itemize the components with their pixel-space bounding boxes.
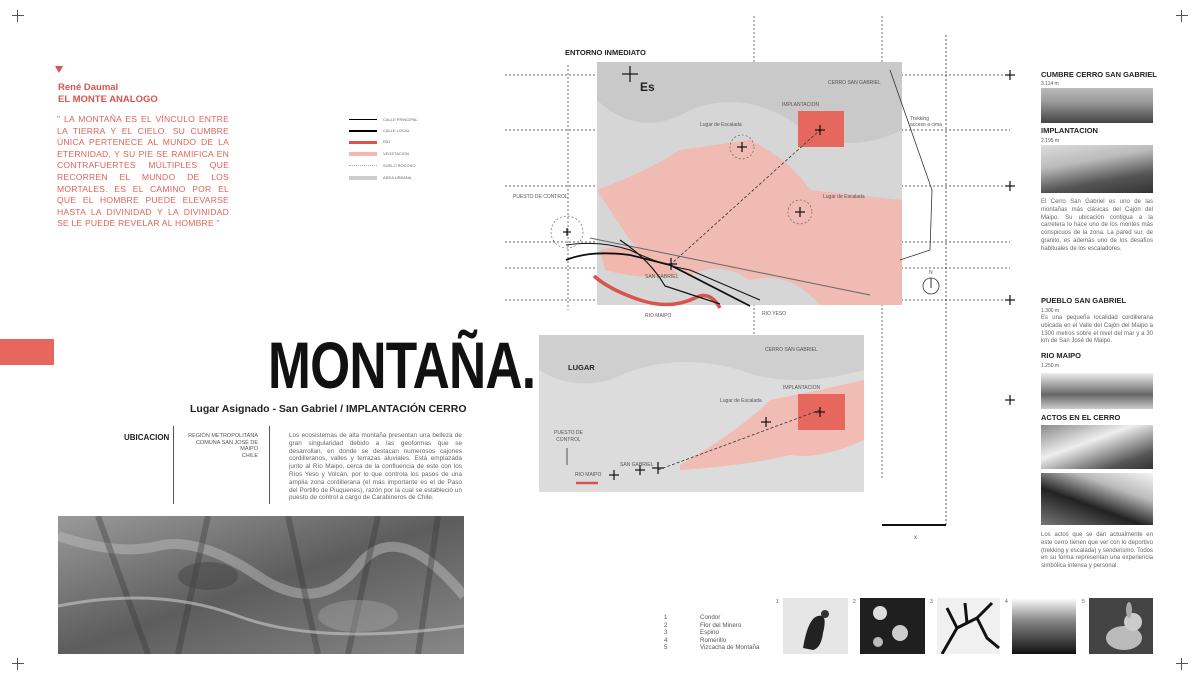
fauna-name: Espino <box>700 629 719 637</box>
legend-label: SUELO ROCOSO <box>383 163 416 168</box>
photo-number: 5 <box>1082 599 1085 605</box>
ubicacion-label: UBICACION <box>124 433 170 442</box>
north-label: N <box>929 270 933 276</box>
map1-puesto: PUESTO DE CONTROL <box>513 194 568 200</box>
actos-title: ACTOS EN EL CERRO <box>1041 413 1121 422</box>
fauna-number: 2 <box>664 621 668 629</box>
fauna-name: Romerillo <box>700 636 727 644</box>
map2-escalada: Lugar de Escalada <box>720 398 762 404</box>
es-label: Es <box>640 80 655 94</box>
fauna-name: Vizcacha de Montaña <box>700 644 760 652</box>
region-info <box>178 433 258 459</box>
trekking-line: acceso a cima <box>910 122 942 128</box>
implantacion-title: IMPLANTACION <box>1041 126 1098 135</box>
cumbre-alt: 3.114 m <box>1041 81 1059 87</box>
condor-photo <box>783 598 848 654</box>
fauna-names <box>700 614 759 652</box>
crop-mark <box>1176 10 1188 22</box>
cumbre-title: CUMBRE CERRO SAN GABRIEL <box>1041 70 1157 79</box>
implantacion-alt: 2.195 m <box>1041 138 1060 144</box>
fauna-number: 3 <box>664 629 668 637</box>
maipo-photo <box>1041 373 1153 409</box>
axis-x-label: x <box>914 535 917 541</box>
maipo-title: RIO MAIPO <box>1041 351 1082 360</box>
photo-number: 3 <box>930 599 933 605</box>
vizcacha-photo <box>1089 598 1153 654</box>
pueblo-alt: 1.300 m <box>1041 308 1060 314</box>
cumbre-photo <box>1041 88 1153 123</box>
romerillo-photo <box>1012 598 1076 654</box>
region-line: COMUNA SAN JOSÉ DE MAIPO <box>195 439 258 453</box>
actos-photo-1 <box>1041 425 1153 469</box>
photo-number: 1 <box>776 599 779 605</box>
region-line: CHILE <box>241 452 258 459</box>
page-title: MONTAÑA. <box>268 328 536 402</box>
map1-maipo: RIO MAIPO <box>645 313 672 319</box>
divider <box>269 426 270 504</box>
ubicacion-description: Los ecosistemas de alta montaña presentan una belleza de gran singularidad debido a las geoformas que se desarrollan, en donde se destacan numerosos cajones cordilleranos, valles y terrazas aluviales. Está emplazada junto al Río Maipo, cerca de la confluencia de este con los Ríos Yeso y Volcán, por lo que controla los pasos de una amplia zona cordillerana (el más importante es el de Paso del Portillo de Piuquenes), razón por la cual se estableció un puesto de control a cargo de Carabineros de Chile. <box>289 432 462 502</box>
puesto-line: CONTROL <box>556 437 581 443</box>
implantacion-photo <box>1041 145 1153 193</box>
fauna-number: 5 <box>664 644 668 652</box>
map2-implantacion: IMPLANTACION <box>783 385 821 391</box>
map2-sangabriel: SAN GABRIEL <box>620 462 654 468</box>
legend-label: CALLE LOCAL <box>383 128 410 133</box>
fauna-name: Flor del Minero <box>700 621 742 629</box>
book-title: EL MONTE ANALOGO <box>58 94 158 105</box>
flower-photo <box>860 598 925 654</box>
map-legend <box>349 115 429 185</box>
legend-label: CALLE PRINCIPAL <box>383 117 418 122</box>
pueblo-text: Es una pequeña localidad cordillerana ubicada en el Valle del Cajón del Maipo a 1300 metros sobre el nivel del mar y a 30 km de San José de Maipo. <box>1041 315 1153 345</box>
triangle-icon <box>55 66 63 73</box>
map1-escalada: Lugar de Escalada <box>700 122 742 128</box>
aerial-photo <box>58 516 464 654</box>
pueblo-title: PUEBLO SAN GABRIEL <box>1041 296 1127 305</box>
legend-label: VEGETACION <box>383 151 409 156</box>
map1-sangabriel: SAN GABRIEL <box>645 274 679 280</box>
maipo-alt: 1.250 m <box>1041 363 1060 369</box>
map2-cerro: CERRO SAN GABRIEL <box>765 347 818 353</box>
map1-implantacion: IMPLANTACION <box>782 102 820 108</box>
map2-heading: LUGAR <box>568 363 595 372</box>
page-subtitle: Lugar Asignado - San Gabriel / IMPLANTACIÓN CERRO <box>190 403 467 415</box>
map2-puesto <box>554 430 583 444</box>
trekking-line: Trekking <box>910 116 929 122</box>
map1-yeso: RIO YESO <box>762 311 787 317</box>
crop-mark <box>12 658 24 670</box>
legend-label: AREA URBANA <box>383 175 412 180</box>
author-name: René Daumal <box>58 82 119 93</box>
divider <box>173 426 174 504</box>
crop-mark <box>1176 658 1188 670</box>
map2-maipo: RIO MAIPO <box>575 472 602 478</box>
fauna-number: 4 <box>664 636 668 644</box>
implantacion-text: El Cerro San Gabriel es uno de las montañas más clásicas del Cajón del Maipo. Su ubicación contigua a la carretera lo hace uno de los montes más conspicuos de la zona. La pared sur, de granito, es además uno de los desafíos habituales de los escaladores. <box>1041 199 1153 252</box>
espino-photo <box>937 598 1000 654</box>
legend-label: RIO <box>383 139 391 144</box>
fauna-number: 1 <box>664 614 668 621</box>
accent-bar <box>0 339 54 365</box>
map1-escalada: Lugar de Escalada <box>823 194 865 200</box>
quote-text: " LA MONTAÑA ES EL VÍNCULO ENTRE LA TIERRA Y EL CIELO. SU CUMBRE ÚNICA PERTENECE AL MUNDO DE LA ETERNIDAD, Y SU PIE SE RAMIFICA EN CONTRAFUERTES MÚLTIPLES QUE RECORREN EL MUNDO DE LOS MORTALES. ES EL CAMINO POR EL QUE EL HOMBRE PUEDE ELEVARSE HASTA LA DIVINIDAD Y LA DIVINIDAD SE LE PUEDE REVELAR AL HOMBRE " <box>57 114 229 229</box>
fauna-name: Condor <box>700 614 721 621</box>
map1-heading: ENTORNO INMEDIATO <box>565 48 646 57</box>
map1-cerro: CERRO SAN GABRIEL <box>828 80 881 86</box>
actos-photo-2 <box>1041 473 1153 525</box>
puesto-line: PUESTO DE <box>554 430 583 436</box>
site-map-diagram <box>490 10 1030 550</box>
fauna-numbers <box>664 614 667 652</box>
map1-trekking <box>910 116 942 128</box>
actos-text: Los actos que se dan actualmente en este cerro tienen que ver con lo deportivo (trekking y escalada) y senderismo. Todos en su forma representan una experiencia simbólica intensa y personal. <box>1041 532 1153 570</box>
photo-number: 2 <box>853 599 856 605</box>
region-line: REGIÓN METROPOLITANA <box>188 433 258 439</box>
crop-mark <box>12 10 24 22</box>
photo-number: 4 <box>1005 599 1008 605</box>
